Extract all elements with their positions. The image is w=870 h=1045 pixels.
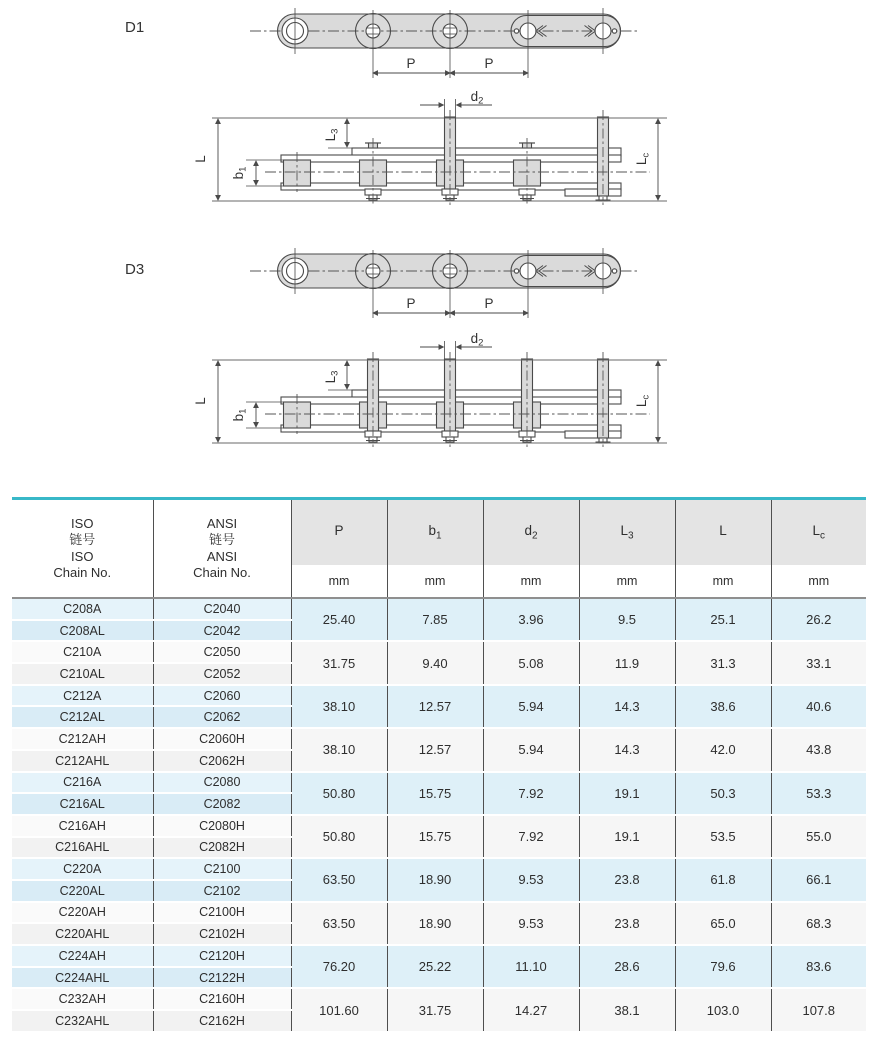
ansi-chain-no: C2162H bbox=[153, 1010, 291, 1032]
spec-value: 23.8 bbox=[579, 902, 675, 945]
ansi-chain-no: C2080H bbox=[153, 815, 291, 837]
spec-value: 26.2 bbox=[771, 598, 866, 641]
spec-value: 63.50 bbox=[291, 902, 387, 945]
chain-side-view-d3 bbox=[193, 331, 667, 447]
spec-value: 103.0 bbox=[675, 988, 771, 1031]
spec-value: 61.8 bbox=[675, 858, 771, 901]
chain-top-view-d3 bbox=[250, 248, 640, 318]
ansi-chain-no: C2082H bbox=[153, 837, 291, 859]
iso-chain-no: C212A bbox=[12, 685, 153, 707]
column-header bbox=[291, 500, 387, 565]
column-header-label: L bbox=[719, 523, 727, 539]
spec-value: 15.75 bbox=[387, 815, 483, 858]
iso-chain-no: C220A bbox=[12, 858, 153, 880]
spec-value: 83.6 bbox=[771, 945, 866, 988]
spec-value: 68.3 bbox=[771, 902, 866, 945]
spec-value: 38.10 bbox=[291, 728, 387, 771]
spec-value: 50.80 bbox=[291, 772, 387, 815]
spec-value: 14.27 bbox=[483, 988, 579, 1031]
iso-chain-no: C220AL bbox=[12, 880, 153, 902]
spec-value: 53.5 bbox=[675, 815, 771, 858]
spec-value: 9.53 bbox=[483, 858, 579, 901]
unit-cell: mm bbox=[675, 565, 771, 598]
spec-value: 33.1 bbox=[771, 641, 866, 684]
column-header bbox=[579, 500, 675, 565]
iso-header-line: ISO bbox=[71, 548, 94, 564]
spec-value: 18.90 bbox=[387, 858, 483, 901]
dim-label-l: L bbox=[193, 155, 208, 163]
dim-label-p: P bbox=[484, 56, 494, 71]
column-header-subscript: 3 bbox=[627, 530, 634, 542]
iso-chain-no: C232AHL bbox=[12, 1010, 153, 1032]
chain-side-view-d1 bbox=[193, 89, 667, 205]
ansi-chain-no: C2050 bbox=[153, 641, 291, 663]
spec-value: 38.1 bbox=[579, 988, 675, 1031]
spec-value: 12.57 bbox=[387, 685, 483, 728]
spec-value: 5.94 bbox=[483, 728, 579, 771]
iso-chain-no: C216A bbox=[12, 772, 153, 794]
ansi-chain-no: C2060H bbox=[153, 728, 291, 750]
ansi-chain-no-header bbox=[153, 500, 291, 598]
dim-label-p: P bbox=[406, 296, 416, 311]
iso-chain-no: C212AH bbox=[12, 728, 153, 750]
spec-value: 5.08 bbox=[483, 641, 579, 684]
ansi-header-line: Chain No. bbox=[193, 565, 251, 580]
spec-value: 7.92 bbox=[483, 815, 579, 858]
ansi-header-line: ANSI bbox=[206, 548, 238, 564]
spec-value: 11.9 bbox=[579, 641, 675, 684]
spec-value: 31.3 bbox=[675, 641, 771, 684]
ansi-chain-no: C2042 bbox=[153, 620, 291, 642]
dim-label-d2: d2 bbox=[470, 331, 484, 349]
diagram-label-d1: D1 bbox=[125, 19, 145, 36]
spec-value: 40.6 bbox=[771, 685, 866, 728]
ansi-chain-no: C2100 bbox=[153, 858, 291, 880]
iso-chain-no: C216AH bbox=[12, 815, 153, 837]
ansi-chain-no: C2080 bbox=[153, 772, 291, 794]
ansi-chain-no: C2052 bbox=[153, 663, 291, 685]
dim-label-b1: b1 bbox=[231, 408, 249, 422]
column-header-subscript: c bbox=[820, 530, 825, 542]
iso-chain-no: C220AHL bbox=[12, 923, 153, 945]
spec-value: 25.40 bbox=[291, 598, 387, 641]
ansi-header-line: 链号 bbox=[208, 532, 235, 547]
chain-top-view-d1 bbox=[250, 8, 640, 78]
ansi-chain-no: C2040 bbox=[153, 598, 291, 620]
dim-label-d2: d2 bbox=[470, 89, 484, 107]
unit-cell: mm bbox=[387, 565, 483, 598]
column-header bbox=[771, 500, 866, 565]
iso-chain-no: C216AL bbox=[12, 793, 153, 815]
iso-chain-no: C216AHL bbox=[12, 837, 153, 859]
iso-chain-no: C210A bbox=[12, 641, 153, 663]
spec-value: 43.8 bbox=[771, 728, 866, 771]
column-header-label: d bbox=[524, 523, 532, 539]
iso-header-line: Chain No. bbox=[53, 565, 112, 580]
column-header bbox=[675, 500, 771, 565]
chain-spec-table bbox=[12, 500, 866, 1033]
spec-value: 12.57 bbox=[387, 728, 483, 771]
unit-cell: mm bbox=[771, 565, 866, 598]
ansi-chain-no: C2160H bbox=[153, 988, 291, 1010]
column-header-label: L bbox=[812, 523, 820, 539]
spec-value: 9.40 bbox=[387, 641, 483, 684]
spec-value: 55.0 bbox=[771, 815, 866, 858]
spec-value: 101.60 bbox=[291, 988, 387, 1031]
spec-value: 66.1 bbox=[771, 858, 866, 901]
spec-value: 38.10 bbox=[291, 685, 387, 728]
spec-value: 9.53 bbox=[483, 902, 579, 945]
spec-value: 14.3 bbox=[579, 728, 675, 771]
dim-label-p: P bbox=[406, 56, 416, 71]
spec-value: 31.75 bbox=[291, 641, 387, 684]
spec-value: 3.96 bbox=[483, 598, 579, 641]
ansi-chain-no: C2122H bbox=[153, 967, 291, 989]
spec-value: 63.50 bbox=[291, 858, 387, 901]
spec-value: 107.8 bbox=[771, 988, 866, 1031]
spec-value: 50.3 bbox=[675, 772, 771, 815]
iso-chain-no: C210AL bbox=[12, 663, 153, 685]
spec-value: 19.1 bbox=[579, 815, 675, 858]
spec-value: 79.6 bbox=[675, 945, 771, 988]
unit-cell: mm bbox=[291, 565, 387, 598]
ansi-header-line: ANSI bbox=[206, 515, 238, 531]
ansi-chain-no: C2100H bbox=[153, 902, 291, 924]
ansi-chain-no: C2082 bbox=[153, 793, 291, 815]
column-header-subscript: 2 bbox=[531, 530, 538, 542]
ansi-chain-no: C2062H bbox=[153, 750, 291, 772]
spec-value: 5.94 bbox=[483, 685, 579, 728]
dim-label-p: P bbox=[484, 296, 494, 311]
ansi-chain-no: C2060 bbox=[153, 685, 291, 707]
spec-value: 25.22 bbox=[387, 945, 483, 988]
column-header-label: L bbox=[620, 523, 628, 539]
spec-value: 18.90 bbox=[387, 902, 483, 945]
iso-chain-no: C220AH bbox=[12, 902, 153, 924]
spec-value: 14.3 bbox=[579, 685, 675, 728]
chain-drawings-svg bbox=[0, 0, 870, 487]
spec-value: 76.20 bbox=[291, 945, 387, 988]
spec-value: 50.80 bbox=[291, 815, 387, 858]
spec-value: 11.10 bbox=[483, 945, 579, 988]
unit-cell: mm bbox=[483, 565, 579, 598]
dim-label-l3: L3 bbox=[323, 128, 341, 142]
ansi-chain-no: C2102H bbox=[153, 923, 291, 945]
column-header-label: b bbox=[428, 523, 436, 539]
dim-label-l: L bbox=[193, 397, 208, 405]
spec-value: 15.75 bbox=[387, 772, 483, 815]
column-header-subscript: 1 bbox=[435, 530, 442, 542]
column-header-label: P bbox=[334, 523, 344, 539]
unit-cell: mm bbox=[579, 565, 675, 598]
spec-value: 38.6 bbox=[675, 685, 771, 728]
ansi-chain-no: C2102 bbox=[153, 880, 291, 902]
iso-chain-no: C212AHL bbox=[12, 750, 153, 772]
iso-chain-no: C208A bbox=[12, 598, 153, 620]
ansi-chain-no: C2062 bbox=[153, 706, 291, 728]
iso-header-line: 链号 bbox=[69, 532, 96, 547]
chain-diagrams bbox=[0, 0, 870, 487]
iso-chain-no-header bbox=[12, 500, 153, 598]
spec-value: 19.1 bbox=[579, 772, 675, 815]
spec-table-wrap bbox=[12, 497, 866, 1033]
spec-value: 31.75 bbox=[387, 988, 483, 1031]
spec-value: 28.6 bbox=[579, 945, 675, 988]
spec-value: 23.8 bbox=[579, 858, 675, 901]
iso-chain-no: C208AL bbox=[12, 620, 153, 642]
column-header bbox=[387, 500, 483, 565]
dim-label-lc: Lc bbox=[634, 394, 652, 408]
spec-value: 42.0 bbox=[675, 728, 771, 771]
iso-chain-no: C212AL bbox=[12, 706, 153, 728]
dim-label-l3: L3 bbox=[323, 370, 341, 384]
spec-value: 65.0 bbox=[675, 902, 771, 945]
dim-label-b1: b1 bbox=[231, 166, 249, 180]
ansi-chain-no: C2120H bbox=[153, 945, 291, 967]
spec-value: 53.3 bbox=[771, 772, 866, 815]
dim-label-lc: Lc bbox=[634, 152, 652, 166]
iso-header-line: ISO bbox=[71, 515, 94, 531]
spec-value: 25.1 bbox=[675, 598, 771, 641]
spec-value: 7.85 bbox=[387, 598, 483, 641]
column-header bbox=[483, 500, 579, 565]
spec-value: 9.5 bbox=[579, 598, 675, 641]
iso-chain-no: C232AH bbox=[12, 988, 153, 1010]
spec-value: 7.92 bbox=[483, 772, 579, 815]
iso-chain-no: C224AH bbox=[12, 945, 153, 967]
iso-chain-no: C224AHL bbox=[12, 967, 153, 989]
diagram-label-d3: D3 bbox=[125, 261, 145, 278]
